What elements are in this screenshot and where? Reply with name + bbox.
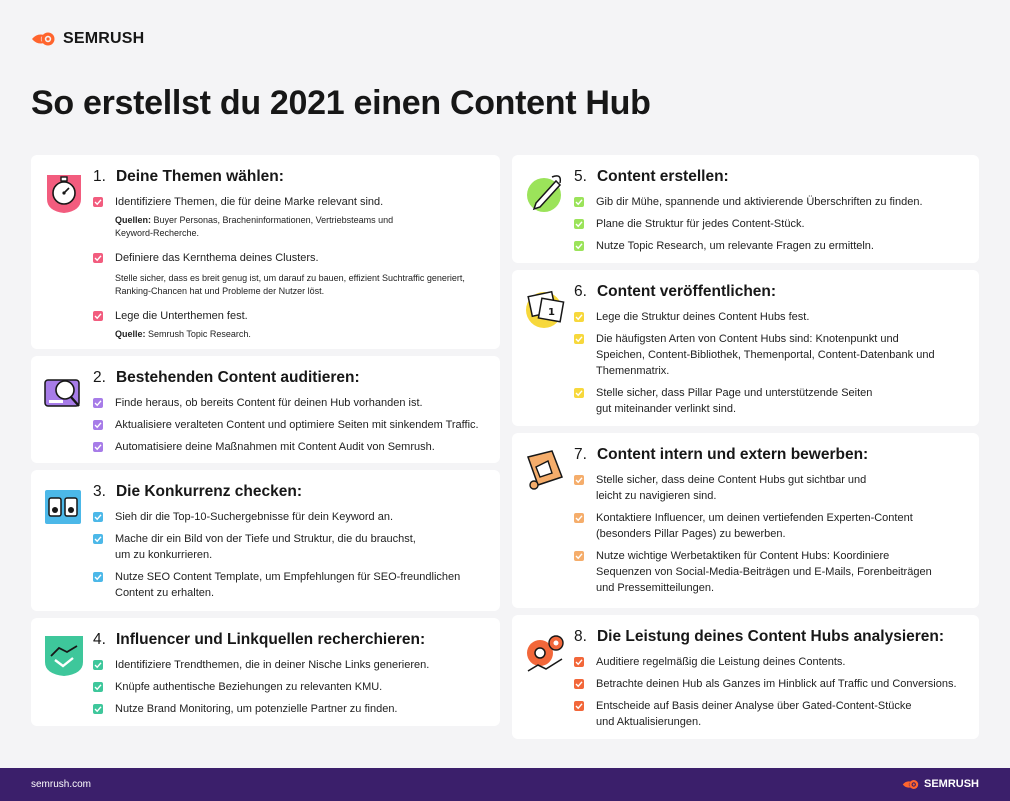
list-item: Nutze Brand Monitoring, um potenzielle Partner zu finden. [93, 701, 490, 717]
footer-url[interactable]: semrush.com [31, 779, 92, 790]
list-item: Knüpfe authentische Beziehungen zu relevanten KMU. [93, 679, 490, 695]
section-heading: 2. Bestehenden Content auditieren: [93, 369, 360, 386]
check-icon [93, 660, 103, 670]
calendar-icon [522, 284, 568, 330]
magnifier-laptop-icon [41, 370, 87, 416]
list-item: Auditiere regelmäßig die Leistung deines Contents. [574, 654, 969, 670]
section-heading: 1. Deine Themen wählen: [93, 168, 284, 185]
check-icon [93, 572, 103, 582]
list-item: Automatisiere deine Maßnahmen mit Content Audit von Semrush. [93, 439, 490, 455]
section-card-5 [512, 155, 979, 263]
section-card-1 [31, 155, 500, 349]
page-title: So erstellst du 2021 einen Content Hub [31, 84, 651, 122]
check-icon [93, 197, 103, 207]
list-item: Die häufigsten Arten von Content Hubs sind: Knotenpunkt und Speichen, Content-Bibliothek, Themenportal, Content-Datenbank und Themenmatrix. [574, 331, 944, 379]
section-card-3 [31, 470, 500, 611]
pencil-icon [522, 169, 568, 215]
list-item: Nutze wichtige Werbetaktiken für Content Hubs: Koordiniere Sequenzen von Social-Media-Beiträgen und E-Mails, Forenbeiträgen und Pressemitteilungen. [574, 548, 944, 596]
check-icon [574, 219, 584, 229]
list-item: Gib dir Mühe, spannende und aktivierende Überschriften zu finden. [574, 194, 969, 210]
footer-logo[interactable]: SEMRUSH [902, 778, 979, 790]
section-heading: 3. Die Konkurrenz checken: [93, 483, 302, 500]
section-heading: 8. Die Leistung deines Content Hubs analysieren: [574, 628, 945, 645]
check-icon [574, 657, 584, 667]
section-card-2 [31, 356, 500, 463]
list-item: Definiere das Kernthema deines Clusters. Stelle sicher, dass es breit genug ist, um darauf zu bauen, effizient Suchtraffic generiert, Ranking-Chancen hat und Probleme der Nutzer löst. [93, 250, 490, 298]
section-card-6 [512, 270, 979, 426]
list-item: Plane die Struktur für jedes Content-Stück. [574, 216, 969, 232]
fireball-icon [902, 779, 920, 790]
fireball-icon [31, 31, 57, 47]
check-icon [93, 442, 103, 452]
list-item: Identifiziere Themen, die für deine Marke relevant sind. Quellen: Buyer Personas, Bracheninformationen, Vertriebsteams und Keyword-Recherche. [93, 194, 490, 240]
check-icon [574, 551, 584, 561]
list-item: Finde heraus, ob bereits Content für deinen Hub vorhanden ist. [93, 395, 490, 411]
list-item: Sieh dir die Top-10-Suchergebnisse für dein Keyword an. [93, 509, 490, 525]
list-item: Nutze SEO Content Template, um Empfehlungen für SEO-freundlichen Content zu erhalten. [93, 569, 463, 601]
check-icon [574, 701, 584, 711]
check-icon [574, 197, 584, 207]
handshake-icon [41, 632, 87, 678]
check-icon [93, 420, 103, 430]
svg-text:1: 1 [548, 307, 555, 318]
list-item: Kontaktiere Influencer, um deinen vertiefenden Experten-Content (besonders Pillar Pages) zu bewerben. [574, 510, 944, 542]
list-item: Stelle sicher, dass deine Content Hubs gut sichtbar und leicht zu navigieren sind. [574, 472, 894, 504]
gear-chart-icon [522, 629, 568, 675]
check-icon [574, 475, 584, 485]
list-item: Mache dir ein Bild von der Tiefe und Struktur, die du brauchst, um zu konkurrieren. [93, 531, 423, 563]
section-card-8 [512, 615, 979, 739]
semrush-logo[interactable] [31, 30, 144, 48]
megaphone-icon [522, 447, 568, 493]
check-icon [93, 512, 103, 522]
section-heading: 5. Content erstellen: [574, 168, 729, 185]
check-icon [93, 682, 103, 692]
list-item: Nutze Topic Research, um relevante Fragen zu ermitteln. [574, 238, 969, 254]
section-heading: 7. Content intern und extern bewerben: [574, 446, 869, 463]
list-item: Lege die Struktur deines Content Hubs fest. [574, 309, 969, 325]
check-icon [93, 704, 103, 714]
list-item: Identifiziere Trendthemen, die in deiner Nische Links generieren. [93, 657, 490, 673]
check-icon [574, 334, 584, 344]
check-icon [93, 534, 103, 544]
section-heading: 6. Content veröffentlichen: [574, 283, 777, 300]
list-item: Aktualisiere veralteten Content und optimiere Seiten mit sinkendem Traffic. [93, 417, 490, 433]
binoculars-icon [41, 484, 87, 530]
section-card-4 [31, 618, 500, 726]
check-icon [93, 311, 103, 321]
list-item: Entscheide auf Basis deiner Analyse über Gated-Content-Stücke und Aktualisierungen. [574, 698, 924, 730]
check-icon [93, 398, 103, 408]
footer-bar [0, 768, 1010, 801]
check-icon [574, 388, 584, 398]
list-item: Stelle sicher, dass Pillar Page und unterstützende Seiten gut miteinander verlinkt sind. [574, 385, 884, 417]
section-heading: 4. Influencer und Linkquellen recherchieren: [93, 631, 426, 648]
check-icon [574, 241, 584, 251]
check-icon [574, 312, 584, 322]
check-icon [93, 253, 103, 263]
brand-name: SEMRUSH [63, 30, 145, 47]
list-item: Lege die Unterthemen fest. Quelle: Semrush Topic Research. [93, 308, 490, 341]
check-icon [574, 513, 584, 523]
check-icon [574, 679, 584, 689]
section-card-7 [512, 433, 979, 608]
list-item: Betrachte deinen Hub als Ganzes im Hinblick auf Traffic und Conversions. [574, 676, 969, 692]
stopwatch-icon [41, 169, 87, 215]
